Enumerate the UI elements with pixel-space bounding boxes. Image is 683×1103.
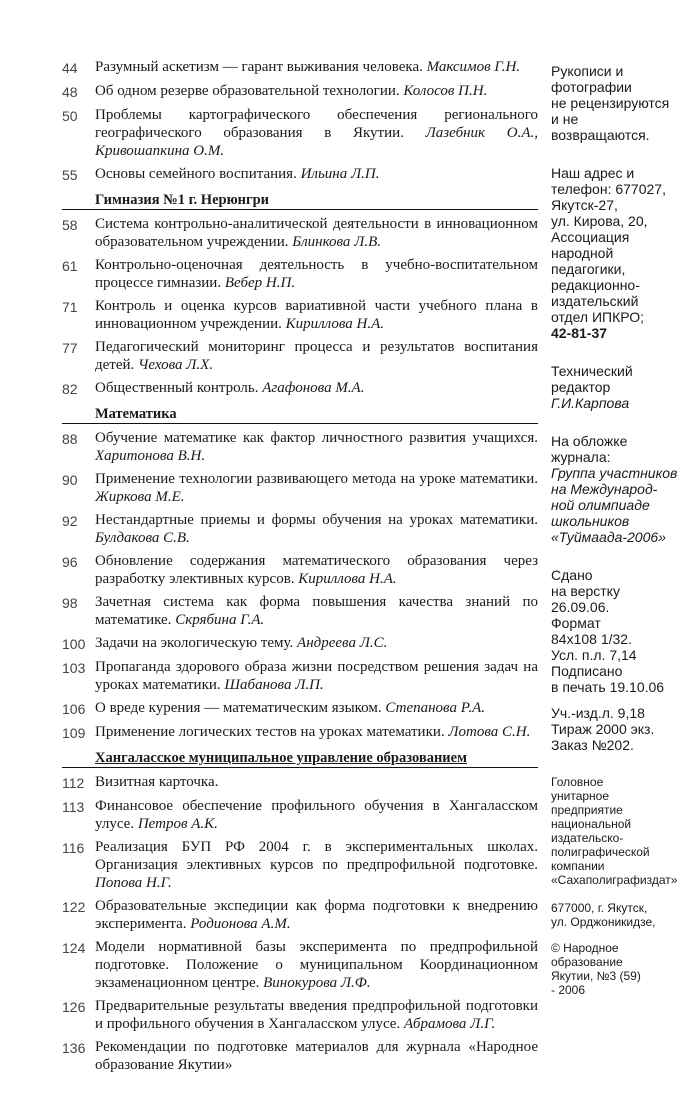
entry-body — [95, 215, 538, 251]
entry-author: Винокурова Л.Ф. — [263, 975, 371, 991]
entry-body — [95, 897, 538, 933]
entry-body — [95, 256, 538, 292]
cover-caption-line: школьников — [551, 513, 630, 529]
notice-line: возвращаются. — [551, 127, 650, 143]
toc-entry — [62, 470, 538, 506]
entry-title: Основы семейного воспитания. — [95, 166, 297, 182]
entry-body — [95, 511, 538, 547]
toc-entry — [62, 106, 538, 160]
entry-author: Скрябина Г.А. — [175, 612, 265, 628]
copyright-line: - 2006 — [551, 983, 586, 997]
entry-title: Зачетная система как форма повышения качества знаний по математике. — [95, 594, 538, 628]
entry-author: Чехова Л.Х. — [138, 357, 214, 373]
entry-title: Общественный контроль. — [95, 380, 259, 396]
entry-author: Ильина Л.П. — [300, 166, 380, 182]
entry-author: Харитонова В.Н. — [95, 448, 206, 464]
entry-body — [95, 297, 538, 333]
entry-author: Лазебник О.А., Кривошапкина О.М. — [95, 125, 538, 159]
entry-title: Визитная карточка. — [95, 774, 219, 790]
entry-body — [95, 552, 538, 588]
entry-body — [95, 723, 538, 742]
printer-address — [551, 901, 683, 929]
entry-body — [95, 634, 538, 653]
section-heading-text: Хангаласское муниципальное управление образованием — [95, 750, 467, 766]
printer-line: издательско- — [551, 831, 624, 845]
cover-caption-line: на Международ- — [551, 481, 658, 497]
page-number: 109 — [62, 725, 86, 741]
entry-title: Реализация БУП РФ 2004 г. в экспериментальных школах. Организация элективных курсов по предпрофильной подготовке. — [95, 839, 538, 873]
toc-entry — [62, 379, 538, 398]
address-line: Наш адрес и — [551, 165, 635, 181]
toc-entry — [62, 797, 538, 833]
entry-author: Петров А.К. — [137, 816, 218, 832]
technical-editor — [551, 363, 683, 411]
toc-entry — [62, 699, 538, 718]
entry-author: Андреева Л.С. — [297, 635, 388, 651]
page-number: 44 — [62, 60, 78, 76]
toc-entry — [62, 897, 538, 933]
page-number: 58 — [62, 217, 78, 233]
print-info-line: Сдано — [551, 567, 593, 583]
entry-title: Модели нормативной базы эксперимента по предпрофильной подготовке. Положение о муниципальном Координационном экзаменационном центре. — [95, 939, 538, 991]
technical-editor-label: редактор — [551, 379, 611, 395]
entry-body — [95, 1038, 538, 1074]
address-line: издательский — [551, 293, 639, 309]
page-number: 77 — [62, 340, 78, 356]
entry-body — [95, 997, 538, 1033]
entry-body — [95, 470, 538, 506]
address-line: Якутск-27, — [551, 197, 618, 213]
cover-caption-line: Группа участников — [551, 465, 678, 481]
entry-body — [95, 797, 538, 833]
printer-line: «Сахаполиграфиздат» — [551, 873, 678, 887]
cover-caption-line: «Туймаада-2006» — [551, 529, 666, 545]
cover-caption — [551, 433, 683, 545]
entry-title: Образовательные экспедиции как форма подготовки к внедрению эксперимента. — [95, 898, 538, 932]
print-info-line: 26.09.06. — [551, 599, 610, 615]
entry-title: Финансовое обеспечение профильного обучения в Хангаласском улусе. — [95, 798, 538, 832]
entry-author: Кириллова Н.А. — [285, 316, 385, 332]
entry-body — [95, 338, 538, 374]
table-of-contents — [62, 58, 538, 1079]
entry-author: Максимов Г.Н. — [426, 59, 521, 75]
page-number: 122 — [62, 899, 86, 915]
entry-body — [95, 658, 538, 694]
toc-entry — [62, 838, 538, 892]
notice-line: и не — [551, 111, 579, 127]
print-info-line: на верстку — [551, 583, 620, 599]
toc-entry — [62, 1038, 538, 1074]
copyright — [551, 941, 683, 997]
printer-address-line: 677000, г. Якутск, — [551, 901, 648, 915]
address-line: отдел ИПКРО; — [551, 309, 645, 325]
page-number: 88 — [62, 431, 78, 447]
print-run-line: Тираж 2000 экз. — [551, 721, 655, 737]
page-number: 61 — [62, 258, 78, 274]
toc-entry — [62, 165, 538, 184]
page-number: 48 — [62, 84, 78, 100]
entry-author: Попова Н.Г. — [95, 875, 172, 891]
entry-title: Разумный аскетизм — гарант выживания человека. — [95, 59, 423, 75]
entry-title: Рекомендации по подготовке материалов для журнала «Народное образование Якутии» — [95, 1039, 538, 1073]
address-line: Ассоциация — [551, 229, 630, 245]
entry-author: Колосов П.Н. — [403, 83, 488, 99]
page-number: 116 — [62, 840, 85, 856]
entry-body — [95, 82, 538, 101]
entry-author: Агафонова М.А. — [262, 380, 365, 396]
editorial-address — [551, 165, 683, 341]
print-run-line: Заказ №202. — [551, 737, 634, 753]
page-number: 136 — [62, 1040, 86, 1056]
entry-title: Педагогический мониторинг процесса и результатов воспитания детей. — [95, 339, 538, 373]
print-info-line: Подписано — [551, 663, 623, 679]
entry-body — [95, 379, 538, 398]
copyright-line: © Народное — [551, 941, 619, 955]
entry-body — [95, 838, 538, 892]
page-number: 98 — [62, 595, 78, 611]
toc-entry — [62, 429, 538, 465]
notice-line: не рецензируются — [551, 95, 670, 111]
page-number: 96 — [62, 554, 78, 570]
toc-entry — [62, 658, 538, 694]
address-line: ул. Кирова, 20, — [551, 213, 648, 229]
printer-line: национальной — [551, 817, 632, 831]
page-number: 90 — [62, 472, 78, 488]
print-info-line: Формат — [551, 615, 601, 631]
address-line: телефон: 677027, — [551, 181, 666, 197]
page-number: 112 — [62, 775, 85, 791]
page-number: 106 — [62, 701, 86, 717]
print-info-line: Усл. п.л. 7,14 — [551, 647, 637, 663]
entry-author: Родионова А.М. — [190, 916, 291, 932]
section-heading — [62, 750, 538, 768]
address-line: народной — [551, 245, 614, 261]
page-number: 50 — [62, 108, 78, 124]
section-heading — [62, 406, 538, 424]
entry-body — [95, 938, 538, 992]
page-number: 100 — [62, 636, 86, 652]
notice-line: фотографии — [551, 79, 632, 95]
page-number: 124 — [62, 940, 86, 956]
printer-line: полиграфической — [551, 845, 650, 859]
entry-body — [95, 699, 538, 718]
page-number: 126 — [62, 999, 86, 1015]
toc-entry — [62, 634, 538, 653]
entry-author: Шабанова Л.П. — [224, 677, 324, 693]
toc-entry — [62, 256, 538, 292]
address-line: педагогики, — [551, 261, 626, 277]
page-number: 113 — [62, 799, 85, 815]
toc-entry — [62, 938, 538, 992]
toc-entry — [62, 338, 538, 374]
toc-entry — [62, 82, 538, 101]
entry-title: Предварительные результаты введения предпрофильной подготовки и профильного обучения в Хангаласском улусе. — [95, 998, 538, 1032]
toc-entry — [62, 997, 538, 1033]
printer-info — [551, 775, 683, 887]
imprint-column — [551, 63, 683, 1019]
toc-entry — [62, 297, 538, 333]
toc-entry — [62, 552, 538, 588]
toc-entry — [62, 215, 538, 251]
entry-author: Булдакова С.В. — [95, 530, 190, 546]
entry-body — [95, 429, 538, 465]
entry-title: Контрольно-оценочная деятельность в учебно-воспитательном процессе гимназии. — [95, 257, 538, 291]
entry-title: О вреде курения — математическим языком. — [95, 700, 382, 716]
entry-title: Об одном резерве образовательной технологии. — [95, 83, 400, 99]
address-line: редакционно- — [551, 277, 640, 293]
printer-line: Головное — [551, 775, 604, 789]
entry-title: Задачи на экологическую тему. — [95, 635, 294, 651]
entry-body — [95, 106, 538, 160]
toc-entry — [62, 511, 538, 547]
section-heading-text: Гимназия №1 г. Нерюнгри — [95, 192, 270, 208]
printer-address-line: ул. Орджоникидзе, — [551, 915, 656, 929]
entry-title: Нестандартные приемы и формы обучения на уроках математики. — [95, 512, 538, 528]
page-number: 82 — [62, 381, 78, 397]
printer-line: компании — [551, 859, 605, 873]
editorial-phone: 42-81-37 — [551, 325, 608, 341]
entry-author: Степанова Р.А. — [385, 700, 486, 716]
entry-title: Проблемы картографического обеспечения регионального географического образования в Якутии. — [95, 107, 538, 141]
toc-entry — [62, 723, 538, 742]
entry-title: Пропаганда здорового образа жизни посредством решения задач на уроках математики. — [95, 659, 538, 693]
entry-author: Блинкова Л.В. — [292, 234, 382, 250]
entry-title: Обучение математике как фактор личностного развития учащихся. — [95, 430, 538, 446]
entry-title: Обновление содержания математического образования через разработку элективных курсов. — [95, 553, 538, 587]
print-run-line: Уч.-изд.л. 9,18 — [551, 705, 645, 721]
copyright-line: образование — [551, 955, 623, 969]
technical-editor-label: Технический — [551, 363, 633, 379]
entry-body — [95, 593, 538, 629]
section-heading-text: Математика — [95, 406, 177, 422]
entry-body — [95, 58, 538, 77]
printer-line: унитарное — [551, 789, 610, 803]
entry-author: Абрамова Л.Г. — [403, 1016, 496, 1032]
notice-line: Рукописи и — [551, 63, 624, 79]
manuscripts-notice — [551, 63, 683, 143]
entry-author: Лотова С.Н. — [448, 724, 531, 740]
cover-caption-line: ной олимпиаде — [551, 497, 650, 513]
print-info — [551, 567, 683, 695]
page-number: 71 — [62, 299, 78, 315]
page-number: 92 — [62, 513, 78, 529]
entry-title: Применение технологии развивающего метода на уроке математики. — [95, 471, 538, 487]
entry-title: Контроль и оценка курсов вариативной части учебного плана в инновационном учреждении. — [95, 298, 538, 332]
entry-title: Система контрольно-аналитической деятельности в инновационном образовательном учреждении. — [95, 216, 538, 250]
print-run — [551, 705, 683, 753]
print-info-line: в печать 19.10.06 — [551, 679, 665, 695]
cover-label: На обложке — [551, 433, 628, 449]
toc-entry — [62, 773, 538, 792]
technical-editor-name: Г.И.Карпова — [551, 395, 630, 411]
page-number: 55 — [62, 167, 78, 183]
cover-label: журнала: — [551, 449, 611, 465]
print-info-line: 84x108 1/32. — [551, 631, 632, 647]
entry-body — [95, 165, 538, 184]
entry-body — [95, 773, 538, 792]
toc-entry — [62, 593, 538, 629]
entry-author: Вебер Н.П. — [224, 275, 296, 291]
section-heading — [62, 192, 538, 210]
entry-title: Применение логических тестов на уроках математики. — [95, 724, 445, 740]
page-number: 103 — [62, 660, 86, 676]
printer-line: предприятие — [551, 803, 623, 817]
entry-author: Кириллова Н.А. — [298, 571, 397, 587]
entry-author: Жиркова М.Е. — [95, 489, 185, 505]
toc-entry — [62, 58, 538, 77]
copyright-line: Якутии, №3 (59) — [551, 969, 641, 983]
